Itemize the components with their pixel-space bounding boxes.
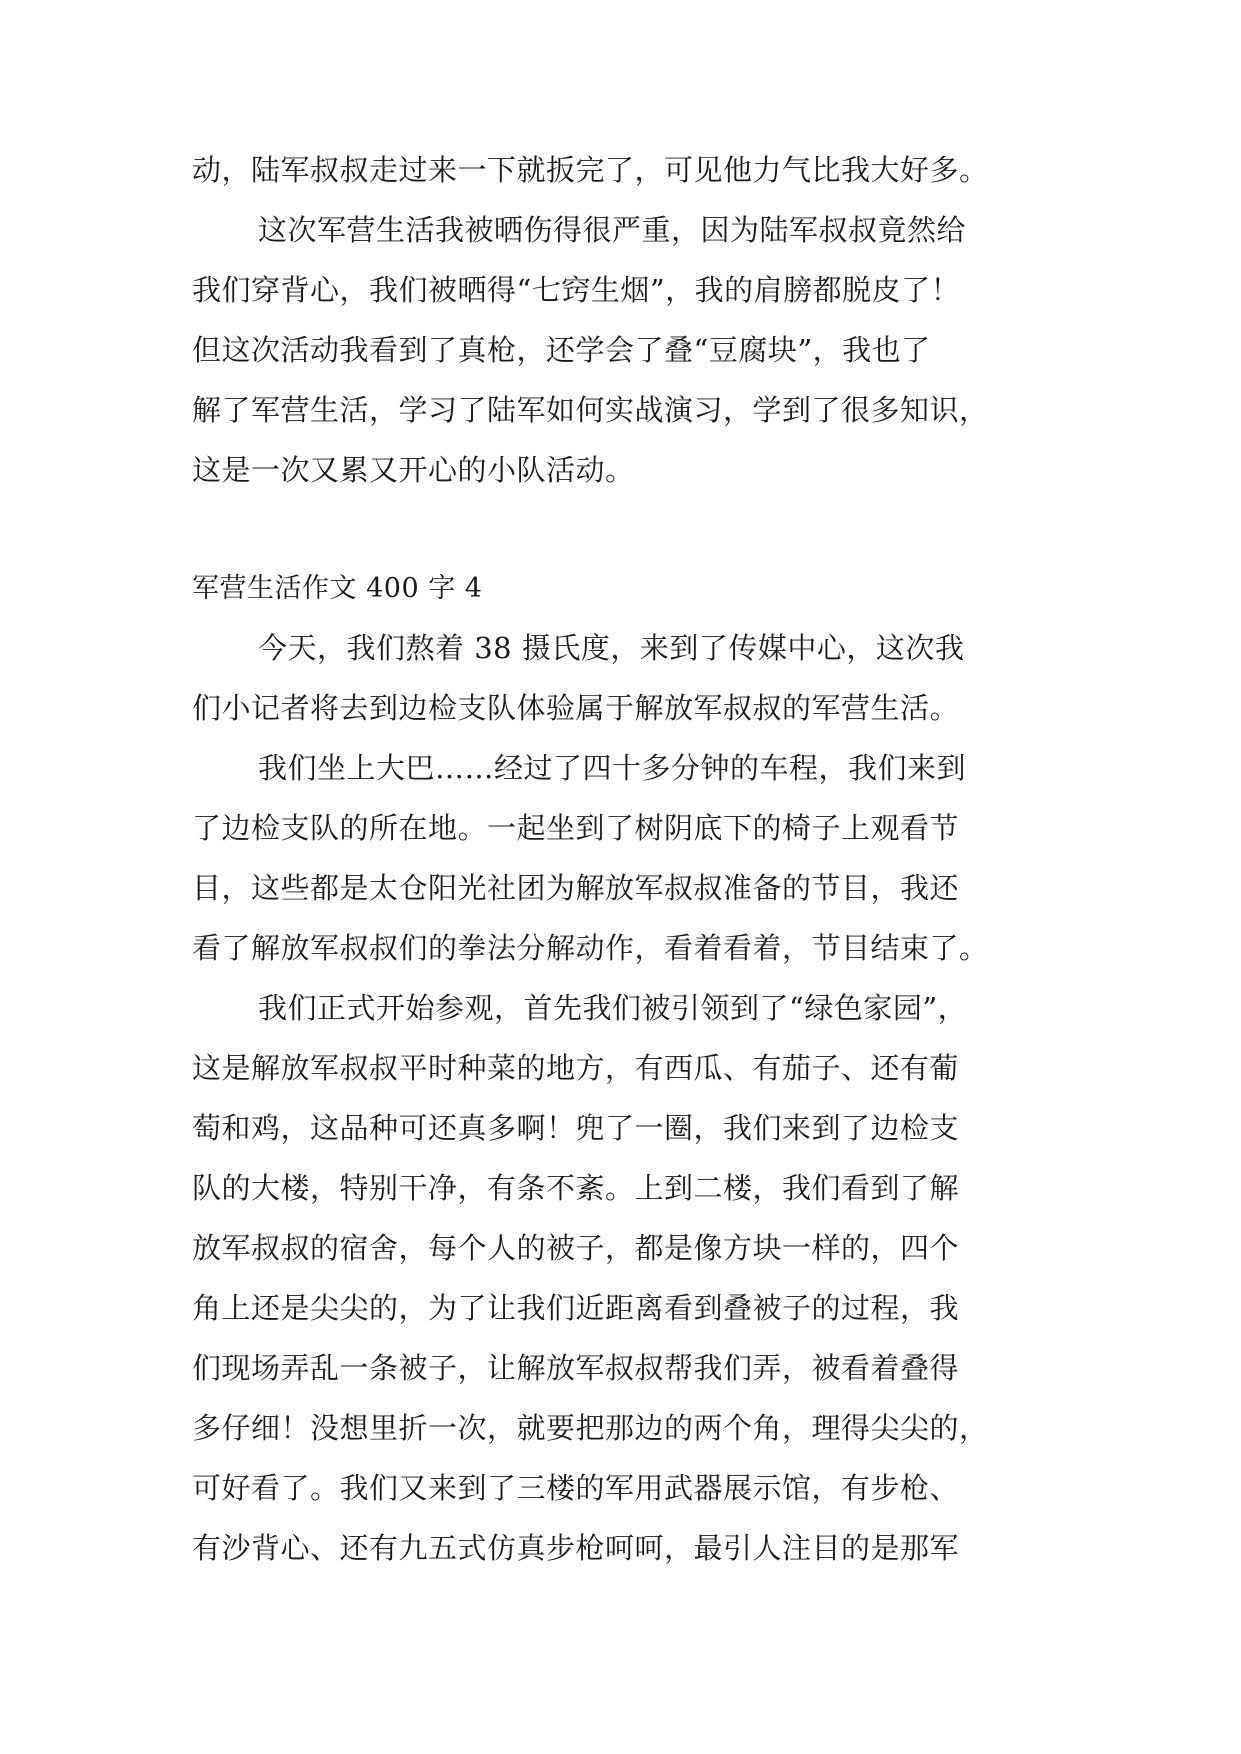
paragraph-line: 们小记者将去到边检支队体验属于解放军叔叔的军营生活。 [192, 691, 960, 725]
paragraph-line: 这是一次又累又开心的小队活动。 [192, 453, 635, 487]
paragraph-line: 解了军营生活，学习了陆军如何实战演习，学到了很多知识， [192, 393, 989, 427]
paragraph-line: 这次军营生活我被晒伤得很严重，因为陆军叔叔竟然给 [258, 213, 967, 247]
section-title: 军营生活作文 400 字 4 [192, 573, 483, 604]
paragraph-line: 有沙背心、还有九五式仿真步枪呵呵，最引人注目的是那军 [192, 1531, 960, 1565]
paragraph-line: 目，这些都是太仓阳光社团为解放军叔叔准备的节目，我还 [192, 871, 960, 905]
paragraph-line: 动，陆军叔叔走过来一下就扳完了，可见他力气比我大好多。 [192, 153, 989, 187]
paragraph-line: 我们正式开始参观，首先我们被引领到了“绿色家园”， [258, 991, 968, 1025]
paragraph-line: 放军叔叔的宿舍，每个人的被子，都是像方块一样的，四个 [192, 1231, 960, 1265]
paragraph-line: 们现场弄乱一条被子，让解放军叔叔帮我们弄，被看着叠得 [192, 1351, 960, 1385]
paragraph-line: 但这次活动我看到了真枪，还学会了叠“豆腐块”，我也了 [192, 333, 931, 367]
paragraph-line: 我们穿背心，我们被晒得“七窍生烟”，我的肩膀都脱皮了！ [192, 273, 961, 307]
paragraph-line: 角上还是尖尖的，为了让我们近距离看到叠被子的过程，我 [192, 1291, 960, 1325]
paragraph-line: 看了解放军叔叔们的拳法分解动作，看着看着，节目结束了。 [192, 931, 989, 965]
paragraph-line: 可好看了。我们又来到了三楼的军用武器展示馆，有步枪、 [192, 1471, 960, 1505]
paragraph-line: 今天，我们熬着 38 摄氏度，来到了传媒中心，这次我 [258, 631, 965, 665]
paragraph-line: 这是解放军叔叔平时种菜的地方，有西瓜、有茄子、还有葡 [192, 1051, 960, 1085]
paragraph-line: 萄和鸡，这品种可还真多啊！兜了一圈，我们来到了边检支 [192, 1111, 960, 1145]
paragraph-line: 了边检支队的所在地。一起坐到了树阴底下的椅子上观看节 [192, 811, 960, 845]
paragraph-line: 队的大楼，特别干净，有条不紊。上到二楼，我们看到了解 [192, 1171, 960, 1205]
paragraph-line: 多仔细！没想里折一次，就要把那边的两个角，理得尖尖的， [192, 1411, 989, 1445]
paragraph-line: 我们坐上大巴……经过了四十多分钟的车程，我们来到 [258, 751, 967, 785]
